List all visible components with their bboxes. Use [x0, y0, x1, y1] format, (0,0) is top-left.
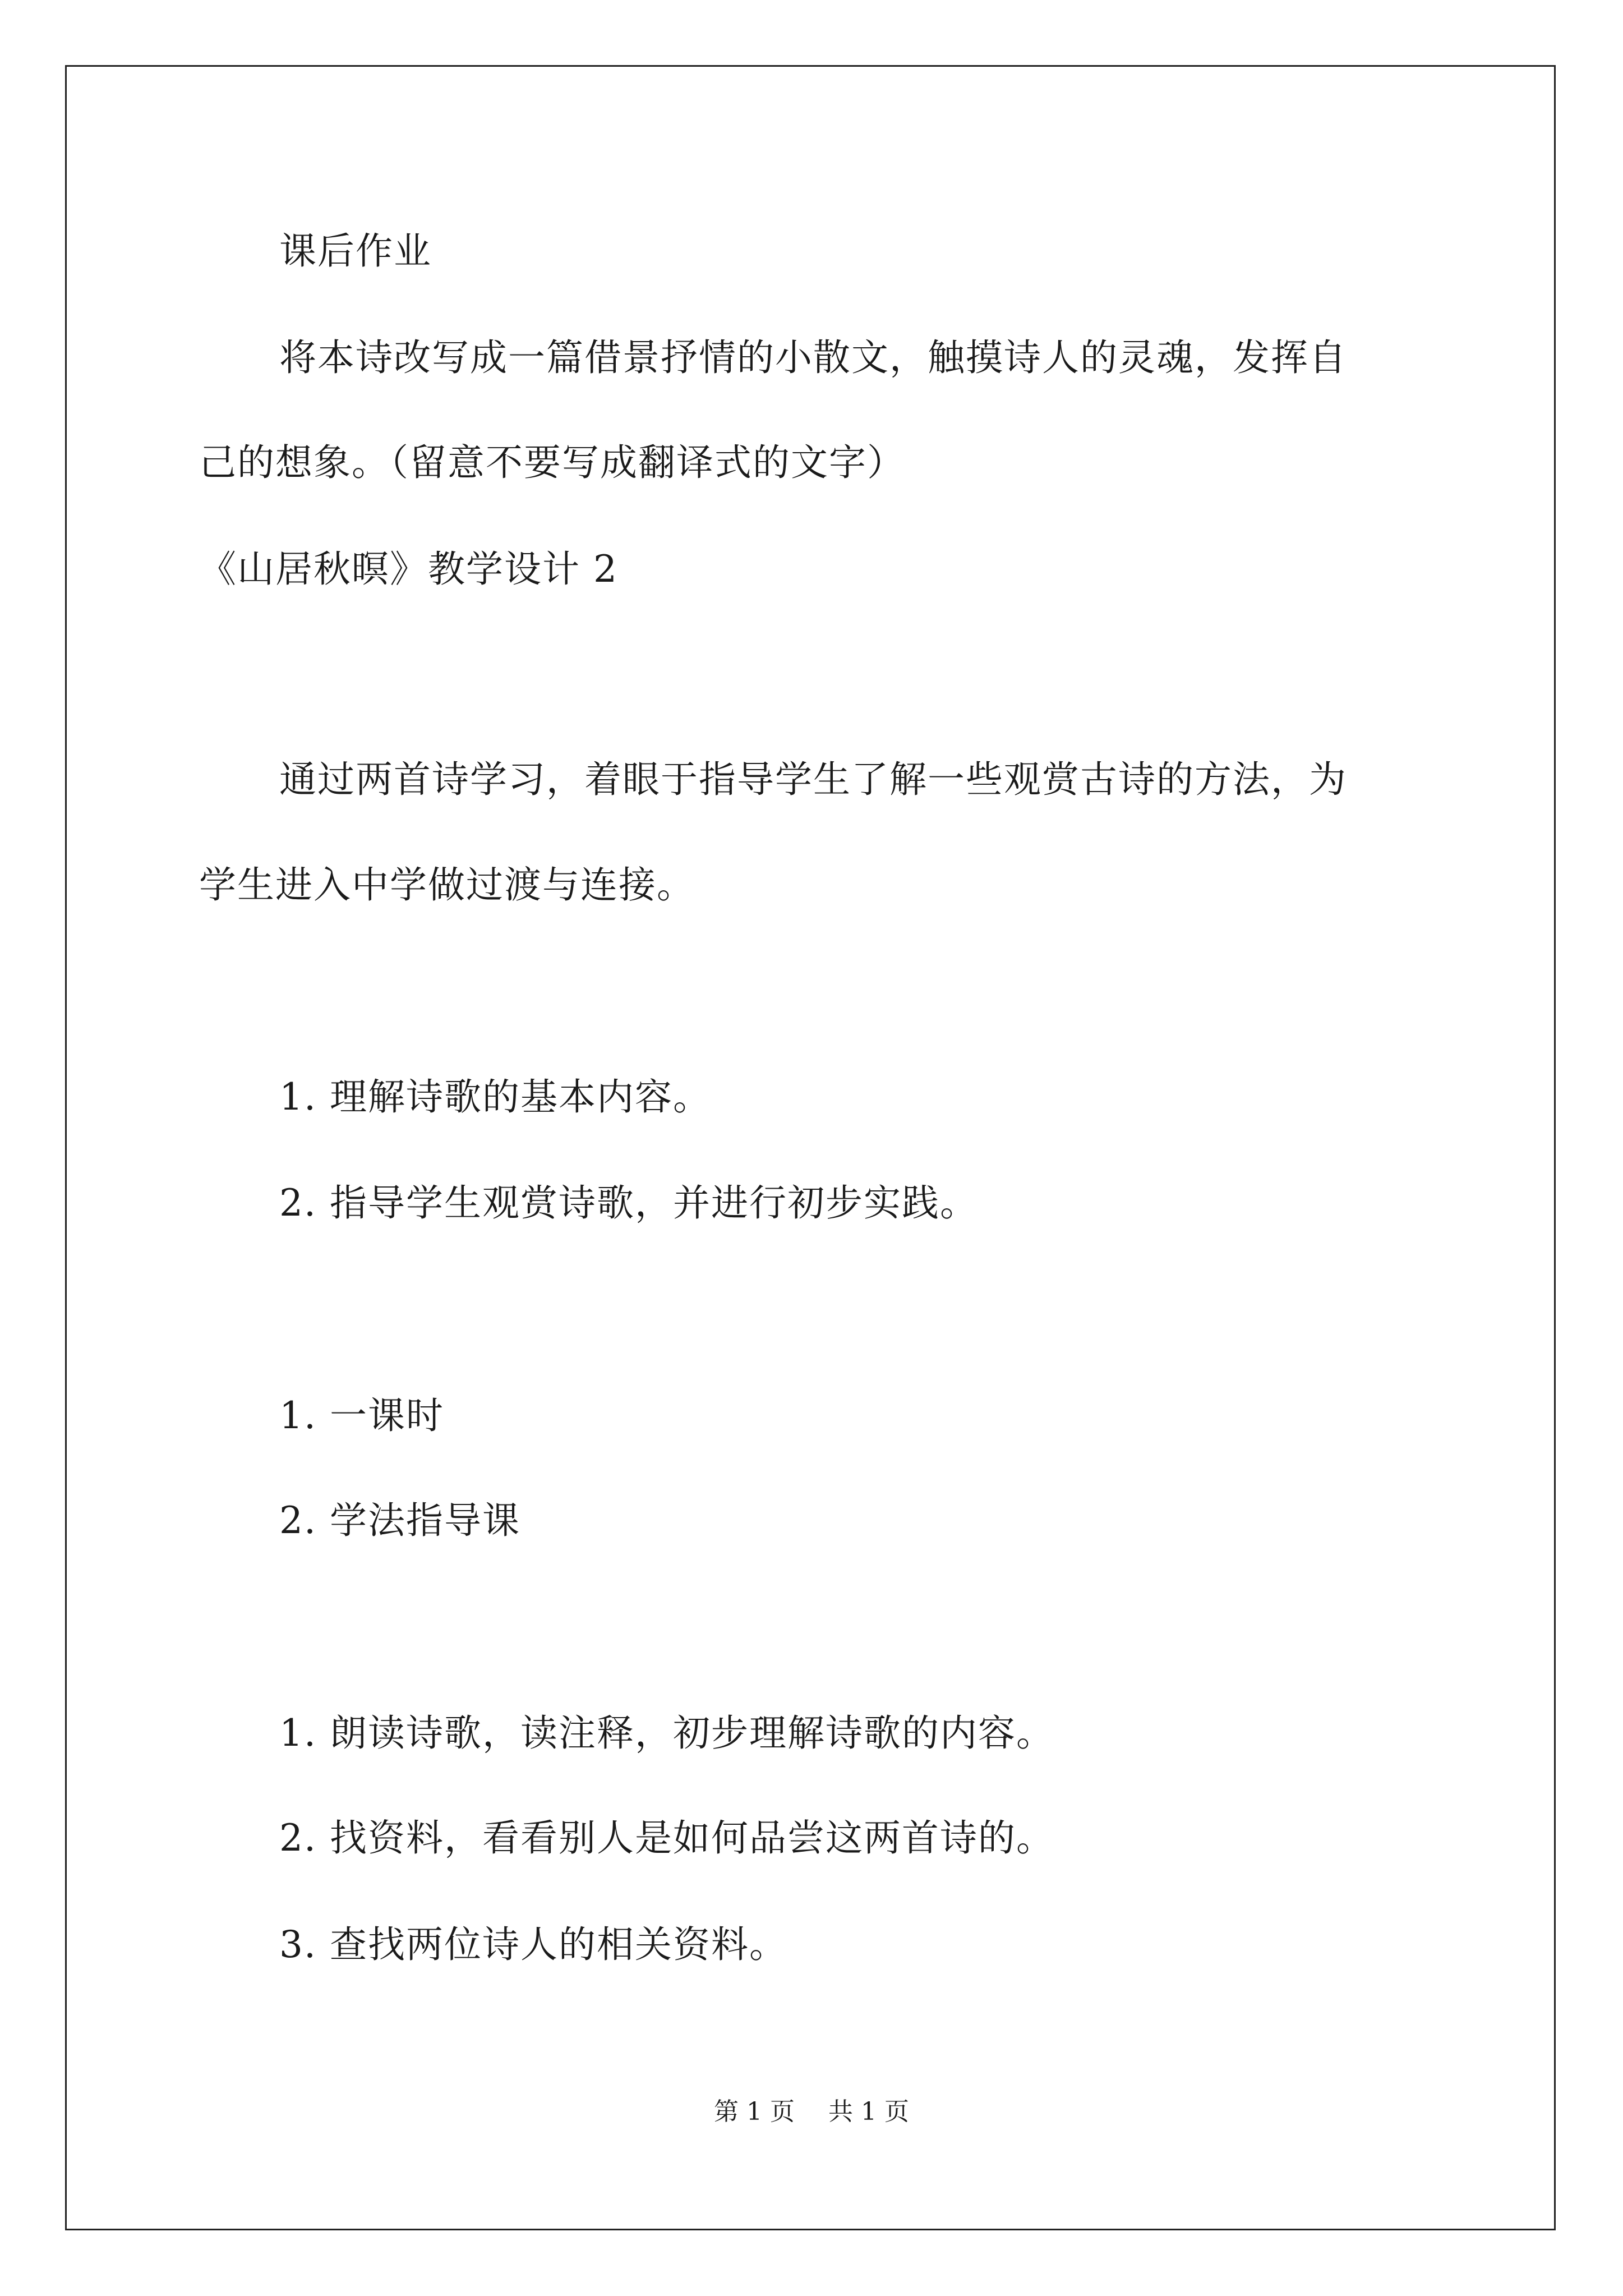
homework-paragraph-line-1: 将本诗改写成一篇借景抒情的小散文，触摸诗人的灵魂，发挥自: [279, 336, 1347, 379]
prep-item: 3. 查找两位诗人的相关资料。: [279, 1923, 787, 1966]
page-border: [65, 65, 1556, 2230]
homework-paragraph-line-2: 己的想象。（留意不要写成翻译式的文字）: [199, 441, 905, 484]
design-title: 《山居秋暝》教学设计 2: [199, 547, 618, 591]
prep-item: 2. 找资料，看看别人是如何品尝这两首诗的。: [279, 1816, 1054, 1860]
goal-item: 2. 指导学生观赏诗歌，并进行初步实践。: [279, 1181, 978, 1225]
page-number-total: 共 1 页: [828, 2097, 909, 2126]
page-footer: [0, 2095, 1623, 2129]
intro-paragraph-line-1: 通过两首诗学习，着眼于指导学生了解一些观赏古诗的方法，为: [279, 758, 1347, 801]
prep-item: 1. 朗读诗歌，读注释，初步理解诗歌的内容。: [279, 1711, 1054, 1755]
page-number-current: 第 1 页: [714, 2097, 795, 2126]
homework-heading: 课后作业: [279, 229, 432, 273]
schedule-item: 1. 一课时: [279, 1394, 444, 1437]
schedule-item: 2. 学法指导课: [279, 1499, 520, 1542]
intro-paragraph-line-2: 学生进入中学做过渡与连接。: [199, 863, 695, 907]
goal-item: 1. 理解诗歌的基本内容。: [279, 1075, 711, 1119]
